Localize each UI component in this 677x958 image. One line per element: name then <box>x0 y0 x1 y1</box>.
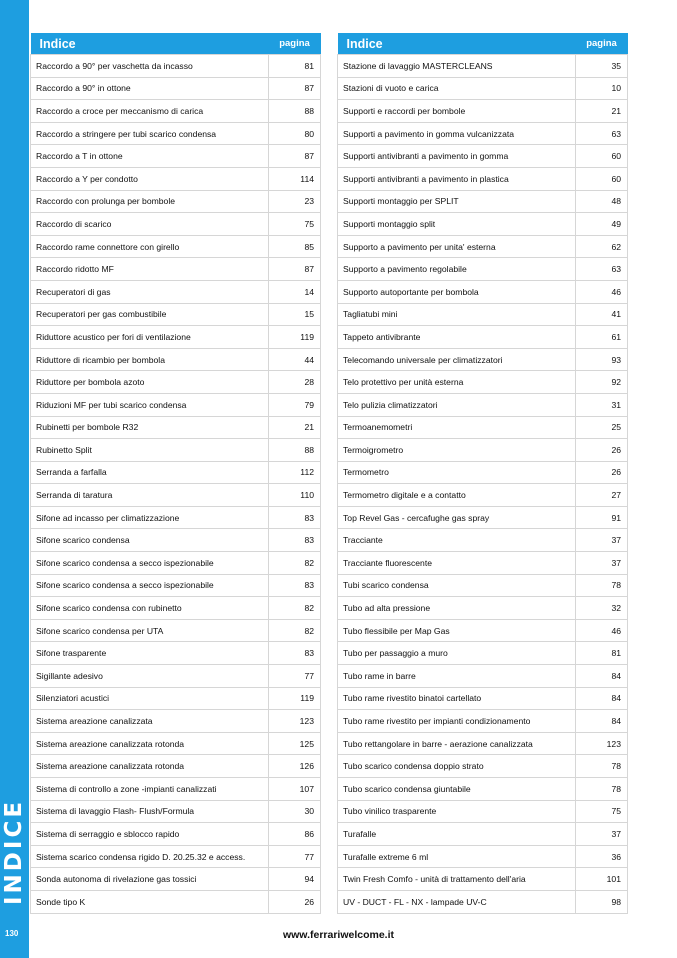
entry-name: Raccordo rame connettore con girello <box>31 235 269 258</box>
entry-name: Telo protettivo per unità esterna <box>338 371 576 394</box>
entry-page: 36 <box>576 845 628 868</box>
entry-page: 101 <box>576 868 628 891</box>
entry-name: Raccordo con prolunga per bombole <box>31 190 269 213</box>
entry-page: 61 <box>576 326 628 349</box>
entry-name: Sistema di lavaggio Flash- Flush/Formula <box>31 800 269 823</box>
entry-page: 93 <box>576 348 628 371</box>
table-row <box>338 439 628 462</box>
entry-name: Tubo ad alta pressione <box>338 597 576 620</box>
entry-page: 79 <box>269 393 321 416</box>
table-row <box>31 868 321 891</box>
entry-name: Tubi scarico condensa <box>338 574 576 597</box>
table-row <box>338 122 628 145</box>
header-index: Indice <box>338 33 576 55</box>
table-row <box>338 55 628 78</box>
entry-name: Tubo per passaggio a muro <box>338 642 576 665</box>
entry-name: Rubinetti per bombole R32 <box>31 416 269 439</box>
entry-page: 37 <box>576 529 628 552</box>
table-row <box>31 77 321 100</box>
table-row <box>338 529 628 552</box>
entry-name: Sifone scarico condensa a secco ispezionabile <box>31 574 269 597</box>
table-row <box>31 439 321 462</box>
entry-page: 83 <box>269 574 321 597</box>
entry-page: 83 <box>269 506 321 529</box>
website-url[interactable]: www.ferrariwelcome.it <box>282 929 395 941</box>
table-row <box>338 732 628 755</box>
table-row <box>31 778 321 801</box>
entry-name: Serranda a farfalla <box>31 461 269 484</box>
table-row <box>338 868 628 891</box>
entry-page: 123 <box>269 710 321 733</box>
entry-name: Supporto a pavimento per unita' esterna <box>338 235 576 258</box>
entry-page: 83 <box>269 529 321 552</box>
table-row <box>31 755 321 778</box>
entry-name: Tubo vinilico trasparente <box>338 800 576 823</box>
table-row <box>31 326 321 349</box>
table-row <box>338 303 628 326</box>
entry-page: 84 <box>576 665 628 688</box>
table-row <box>31 710 321 733</box>
table-row <box>31 280 321 303</box>
entry-page: 88 <box>269 100 321 123</box>
entry-name: Sonda autonoma di rivelazione gas tossici <box>31 868 269 891</box>
table-row <box>338 326 628 349</box>
index-table-right <box>337 33 628 914</box>
entry-page: 82 <box>269 552 321 575</box>
entry-name: Sonde tipo K <box>31 890 269 913</box>
entry-name: Tubo rettangolare in barre - aerazione canalizzata <box>338 732 576 755</box>
table-row <box>338 619 628 642</box>
entry-page: 63 <box>576 258 628 281</box>
entry-page: 60 <box>576 145 628 168</box>
section-label: INDICE <box>1 798 27 905</box>
table-row <box>31 597 321 620</box>
table-row <box>31 732 321 755</box>
entry-page: 78 <box>576 778 628 801</box>
entry-page: 44 <box>269 348 321 371</box>
entry-name: Termoanemometri <box>338 416 576 439</box>
table-row <box>31 393 321 416</box>
entry-name: Tubo rame in barre <box>338 665 576 688</box>
table-row <box>31 190 321 213</box>
entry-name: Supporti e raccordi per bombole <box>338 100 576 123</box>
entry-page: 78 <box>576 574 628 597</box>
entry-name: Telo pulizia climatizzatori <box>338 393 576 416</box>
entry-page: 81 <box>576 642 628 665</box>
table-row <box>338 642 628 665</box>
table-row <box>338 778 628 801</box>
table-row <box>31 55 321 78</box>
table-row <box>338 755 628 778</box>
entry-name: Sifone trasparente <box>31 642 269 665</box>
entry-name: Raccordo a stringere per tubi scarico condensa <box>31 122 269 145</box>
entry-page: 80 <box>269 122 321 145</box>
entry-name: Supporti antivibranti a pavimento in plastica <box>338 167 576 190</box>
table-row <box>338 235 628 258</box>
entry-page: 10 <box>576 77 628 100</box>
table-row <box>338 77 628 100</box>
table-row <box>31 303 321 326</box>
entry-name: Tubo rame rivestito per impianti condizionamento <box>338 710 576 733</box>
entry-page: 125 <box>269 732 321 755</box>
entry-name: Raccordo a T in ottone <box>31 145 269 168</box>
entry-page: 87 <box>269 77 321 100</box>
table-row <box>338 665 628 688</box>
entry-name: Telecomando universale per climatizzatori <box>338 348 576 371</box>
entry-page: 14 <box>269 280 321 303</box>
table-row <box>31 348 321 371</box>
entry-name: Riduttore di ricambio per bombola <box>31 348 269 371</box>
entry-name: Rubinetto Split <box>31 439 269 462</box>
entry-name: Sistema areazione canalizzata rotonda <box>31 732 269 755</box>
entry-name: Tracciante fluorescente <box>338 552 576 575</box>
entry-name: Riduttore per bombola azoto <box>31 371 269 394</box>
entry-name: Sistema di controllo a zone -impianti canalizzati <box>31 778 269 801</box>
sidebar <box>0 0 29 958</box>
entry-name: Sifone scarico condensa <box>31 529 269 552</box>
table-row <box>31 371 321 394</box>
entry-page: 87 <box>269 258 321 281</box>
table-row <box>31 416 321 439</box>
entry-page: 60 <box>576 167 628 190</box>
entry-page: 37 <box>576 823 628 846</box>
entry-page: 21 <box>576 100 628 123</box>
entry-name: Tagliatubi mini <box>338 303 576 326</box>
entry-page: 112 <box>269 461 321 484</box>
entry-page: 91 <box>576 506 628 529</box>
table-row <box>338 800 628 823</box>
table-row <box>31 213 321 236</box>
entry-name: Turafalle <box>338 823 576 846</box>
entry-name: Recuperatori di gas <box>31 280 269 303</box>
entry-name: Raccordo a 90° per vaschetta da incasso <box>31 55 269 78</box>
table-row <box>31 800 321 823</box>
entry-name: Serranda di taratura <box>31 484 269 507</box>
entry-name: Stazioni di vuoto e carica <box>338 77 576 100</box>
entry-page: 25 <box>576 416 628 439</box>
table-row <box>338 574 628 597</box>
entry-name: Supporto autoportante per bombola <box>338 280 576 303</box>
entry-page: 81 <box>269 55 321 78</box>
entry-page: 83 <box>269 642 321 665</box>
entry-name: Sigillante adesivo <box>31 665 269 688</box>
table-row <box>338 506 628 529</box>
entry-name: UV - DUCT - FL - NX - lampade UV-C <box>338 890 576 913</box>
entry-page: 86 <box>269 823 321 846</box>
table-row <box>31 665 321 688</box>
table-row <box>338 823 628 846</box>
entry-name: Raccordo ridotto MF <box>31 258 269 281</box>
table-row <box>31 552 321 575</box>
entry-page: 82 <box>269 597 321 620</box>
table-row <box>31 461 321 484</box>
entry-page: 28 <box>269 371 321 394</box>
entry-name: Tubo rame rivestito binatoi cartellato <box>338 687 576 710</box>
table-row <box>338 280 628 303</box>
entry-name: Raccordo a 90° in ottone <box>31 77 269 100</box>
entry-page: 41 <box>576 303 628 326</box>
entry-name: Top Revel Gas - cercafughe gas spray <box>338 506 576 529</box>
table-row <box>338 461 628 484</box>
entry-page: 77 <box>269 845 321 868</box>
table-row <box>31 484 321 507</box>
entry-page: 62 <box>576 235 628 258</box>
table-row <box>338 845 628 868</box>
table-row <box>338 552 628 575</box>
entry-name: Sistema areazione canalizzata <box>31 710 269 733</box>
entry-page: 92 <box>576 371 628 394</box>
table-row <box>31 100 321 123</box>
table-header <box>338 33 628 55</box>
entry-page: 114 <box>269 167 321 190</box>
entry-name: Recuperatori per gas combustibile <box>31 303 269 326</box>
entry-page: 78 <box>576 755 628 778</box>
table-row <box>31 619 321 642</box>
entry-page: 84 <box>576 710 628 733</box>
index-table-left <box>30 33 321 914</box>
entry-page: 123 <box>576 732 628 755</box>
table-header <box>31 33 321 55</box>
entry-page: 31 <box>576 393 628 416</box>
entry-page: 82 <box>269 619 321 642</box>
entry-page: 26 <box>269 890 321 913</box>
entry-name: Tracciante <box>338 529 576 552</box>
entry-page: 26 <box>576 461 628 484</box>
entry-name: Tubo flessibile per Map Gas <box>338 619 576 642</box>
table-row <box>31 687 321 710</box>
entry-name: Sifone scarico condensa con rubinetto <box>31 597 269 620</box>
entry-page: 94 <box>269 868 321 891</box>
table-row <box>338 145 628 168</box>
table-row <box>338 393 628 416</box>
table-row <box>31 890 321 913</box>
entry-page: 63 <box>576 122 628 145</box>
entry-name: Supporto a pavimento regolabile <box>338 258 576 281</box>
entry-name: Supporti montaggio per SPLIT <box>338 190 576 213</box>
entry-name: Tubo scarico condensa giuntabile <box>338 778 576 801</box>
entry-name: Termometro digitale e a contatto <box>338 484 576 507</box>
table-row <box>338 484 628 507</box>
entry-name: Twin Fresh Comfo - unità di trattamento dell'aria <box>338 868 576 891</box>
entry-page: 27 <box>576 484 628 507</box>
table-row <box>338 258 628 281</box>
table-row <box>338 348 628 371</box>
table-row <box>338 213 628 236</box>
table-row <box>31 167 321 190</box>
table-row <box>31 574 321 597</box>
entry-name: Sifone scarico condensa per UTA <box>31 619 269 642</box>
table-row <box>338 687 628 710</box>
table-row <box>31 145 321 168</box>
table-row <box>31 122 321 145</box>
entry-name: Tubo scarico condensa doppio strato <box>338 755 576 778</box>
entry-name: Sifone ad incasso per climatizzazione <box>31 506 269 529</box>
entry-page: 35 <box>576 55 628 78</box>
entry-name: Turafalle extreme 6 ml <box>338 845 576 868</box>
header-page: pagina <box>576 33 628 55</box>
table-row <box>31 506 321 529</box>
entry-page: 77 <box>269 665 321 688</box>
table-row <box>338 890 628 913</box>
table-row <box>338 190 628 213</box>
entry-page: 119 <box>269 687 321 710</box>
entry-name: Supporti antivibranti a pavimento in gomma <box>338 145 576 168</box>
entry-page: 75 <box>269 213 321 236</box>
entry-page: 21 <box>269 416 321 439</box>
entry-page: 126 <box>269 755 321 778</box>
table-row <box>338 100 628 123</box>
entry-name: Riduzioni MF per tubi scarico condensa <box>31 393 269 416</box>
entry-page: 46 <box>576 280 628 303</box>
table-row <box>31 529 321 552</box>
entry-name: Stazione di lavaggio MASTERCLEANS <box>338 55 576 78</box>
table-row <box>338 371 628 394</box>
entry-page: 32 <box>576 597 628 620</box>
entry-name: Silenziatori acustici <box>31 687 269 710</box>
entry-page: 26 <box>576 439 628 462</box>
table-row <box>31 258 321 281</box>
entry-page: 49 <box>576 213 628 236</box>
entry-page: 30 <box>269 800 321 823</box>
entry-name: Raccordo a Y per condotto <box>31 167 269 190</box>
entry-page: 48 <box>576 190 628 213</box>
table-row <box>31 235 321 258</box>
table-row <box>338 597 628 620</box>
entry-name: Termometro <box>338 461 576 484</box>
entry-name: Sistema di serraggio e sblocco rapido <box>31 823 269 846</box>
entry-name: Raccordo di scarico <box>31 213 269 236</box>
entry-name: Sifone scarico condensa a secco ispezionabile <box>31 552 269 575</box>
entry-page: 46 <box>576 619 628 642</box>
table-row <box>31 642 321 665</box>
entry-page: 88 <box>269 439 321 462</box>
header-page: pagina <box>269 33 321 55</box>
entry-name: Sistema scarico condensa rigido D. 20.25.32 e access. <box>31 845 269 868</box>
entry-name: Riduttore acustico per fori di ventilazione <box>31 326 269 349</box>
entry-name: Termoigrometro <box>338 439 576 462</box>
entry-page: 98 <box>576 890 628 913</box>
entry-name: Supporti montaggio split <box>338 213 576 236</box>
entry-name: Raccordo a croce per meccanismo di carica <box>31 100 269 123</box>
table-row <box>338 710 628 733</box>
entry-page: 84 <box>576 687 628 710</box>
table-row <box>31 845 321 868</box>
entry-page: 23 <box>269 190 321 213</box>
header-index: Indice <box>31 33 269 55</box>
entry-page: 15 <box>269 303 321 326</box>
page-number: 130 <box>5 929 19 938</box>
table-row <box>338 167 628 190</box>
entry-page: 85 <box>269 235 321 258</box>
entry-name: Supporti a pavimento in gomma vulcanizzata <box>338 122 576 145</box>
table-row <box>338 416 628 439</box>
entry-name: Tappeto antivibrante <box>338 326 576 349</box>
entry-page: 75 <box>576 800 628 823</box>
table-row <box>31 823 321 846</box>
entry-page: 87 <box>269 145 321 168</box>
entry-page: 110 <box>269 484 321 507</box>
entry-page: 107 <box>269 778 321 801</box>
entry-name: Sistema areazione canalizzata rotonda <box>31 755 269 778</box>
entry-page: 119 <box>269 326 321 349</box>
entry-page: 37 <box>576 552 628 575</box>
